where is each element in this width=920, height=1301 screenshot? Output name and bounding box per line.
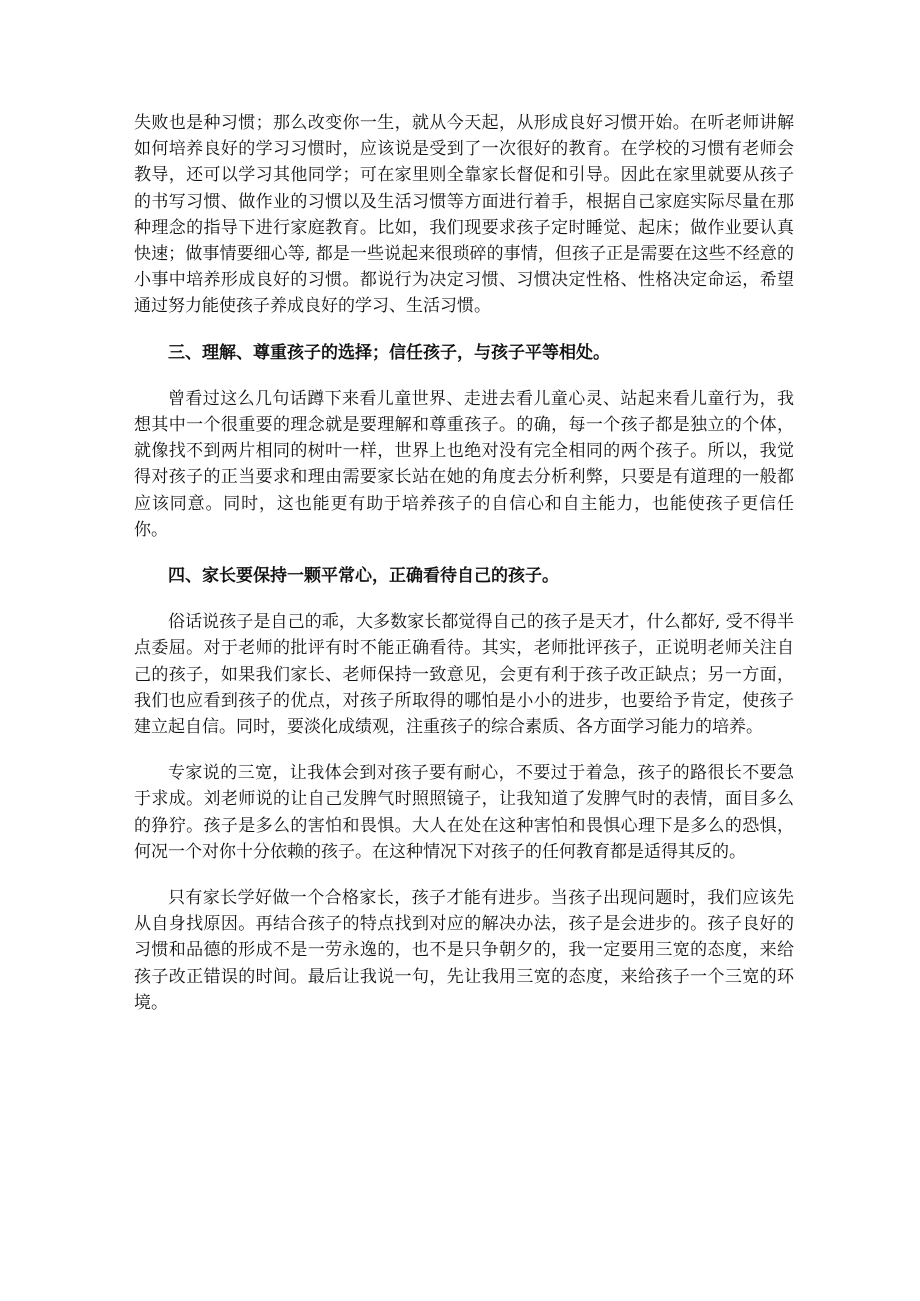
- heading-section-four: 四、家长要保持一颗平常心，正确看待自己的孩子。: [168, 566, 559, 587]
- heading-section-three: 三、理解、尊重孩子的选择；信任孩子，与孩子平等相处。: [168, 342, 610, 363]
- paragraph-habits: 失败也是种习惯；那么改变你一生，就从今天起，从形成良好习惯开始。在听老师讲解如何培养良好的学习习惯时，应该说是受到了一次很好的教育。在学校的习惯有老师会教导，还可以学习其他同学；可在家里则全靠家长督促和引导。因此在家里就要从孩子的书写习惯、做作业的习惯以及生活习惯等方面进行着手，根据自己家庭实际尽量在那种理念的指导下进行家庭教育。比如，我们现要求孩子定时睡觉、起床；做作业要认真快速；做事情要细心等, 都是一些说起来很琐碎的事情，但孩子正是需要在这些不经意的小事中培养形成良好的习惯。都说行为决定习惯、习惯决定性格、性格决定命运，希望通过努力能使孩子养成良好的学习、生活习惯。: [134, 113, 794, 317]
- document-page: [134, 110, 794, 1036]
- paragraph-three-tolerances: 专家说的三宽，让我体会到对孩子要有耐心，不要过于着急，孩子的路很长不要急于求成。刘老师说的让自己发脾气时照照镜子，让我知道了发脾气时的表情，面目多么的狰狞。孩子是多么的害怕和畏惧。大人在处在这种害怕和畏惧心理下是多么的恐惧，何况一个对你十分依赖的孩子。在这种情况下对孩子的任何教育都是适得其反的。: [134, 763, 794, 862]
- paragraph-ordinary-mind: 俗话说孩子是自己的乖，大多数家长都觉得自己的孩子是天才，什么都好, 受不得半点委屈。对于老师的批评有时不能正确看待。其实，老师批评孩子，正说明老师关注自己的孩子，如果我们家长、老师保持一致意见，会更有利于孩子改正缺点；另一方面，我们也应看到孩子的优点，对孩子所取得的哪怕是小小的进步，也要给予肯定，使孩子建立起自信。同时，要淡化成绩观，注重孩子的综合素质、各方面学习能力的培养。: [134, 612, 794, 738]
- paragraph-respect: 曾看过这么几句话蹲下来看儿童世界、走进去看儿童心灵、站起来看儿童行为，我想其中一个很重要的理念就是要理解和尊重孩子。的确，每一个孩子都是独立的个体，就像找不到两片相同的树叶一样，世界上也绝对没有完全相同的两个孩子。所以，我觉得对孩子的正当要求和理由需要家长站在她的角度去分析利弊，只要是有道理的一般都应该同意。同时，这也能更有助于培养孩子的自信心和自主能力，也能使孩子更信任你。: [134, 388, 794, 540]
- paragraph-conclusion: 只有家长学好做一个合格家长，孩子才能有进步。当孩子出现问题时，我们应该先从自身找原因。再结合孩子的特点找到对应的解决办法，孩子是会进步的。孩子良好的习惯和品德的形成不是一劳永逸的，也不是只争朝夕的，我一定要用三宽的态度，来给孩子改正错误的时间。最后让我说一句，先让我用三宽的态度，来给孩子一个三宽的环境。: [134, 888, 794, 1013]
